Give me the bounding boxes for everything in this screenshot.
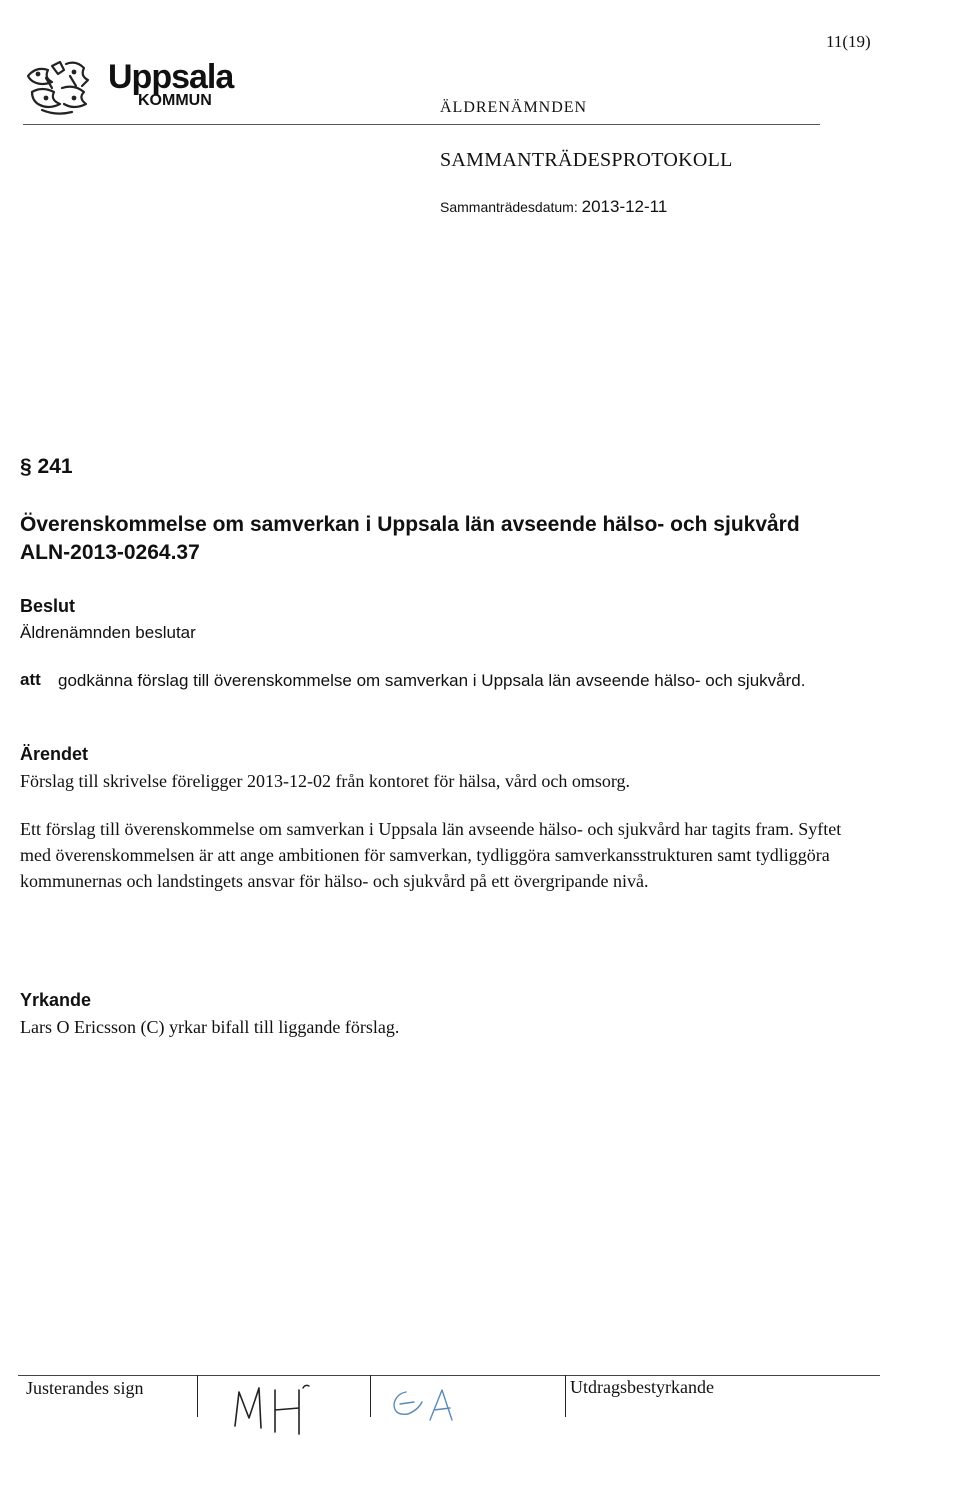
footer-separator bbox=[370, 1375, 371, 1417]
footer-separator bbox=[197, 1375, 198, 1417]
document-title: SAMMANTRÄDESPROTOKOLL bbox=[440, 149, 733, 171]
uppsala-kommun-logo bbox=[22, 58, 282, 118]
att-keyword: att bbox=[20, 670, 41, 689]
meeting-date-label: Sammanträdesdatum: bbox=[440, 199, 578, 215]
beslut-intro: Äldrenämnden beslutar bbox=[20, 623, 196, 642]
page-number: 11(19) bbox=[826, 32, 871, 51]
signature-1 bbox=[225, 1378, 325, 1438]
arendet-paragraph: Ett förslag till överenskommelse om samverkan i Uppsala län avseende hälso- och sjukvård har tagits fram. Syftet med överenskommelsen är att ange ambitionen för samverkan, tydliggöra samverkansstrukturen samt tydliggöra kommunernas och landstingets ansvar för hälso- och sjukvård på ett övergripande nivå. bbox=[20, 819, 842, 891]
footer-divider bbox=[18, 1375, 880, 1376]
header-divider bbox=[23, 124, 820, 125]
logo-subtitle: KOMMUN bbox=[138, 92, 212, 109]
signature-2 bbox=[382, 1380, 472, 1430]
yrkande-heading: Yrkande bbox=[20, 990, 92, 1010]
logo-wordmark: Uppsala bbox=[108, 58, 234, 96]
arendet-text: Förslag till skrivelse föreligger 2013-12-02 från kontoret för hälsa, vård och omsorg. bbox=[20, 771, 631, 791]
arendet-heading: Ärendet bbox=[20, 744, 89, 764]
footer-separator bbox=[565, 1375, 566, 1417]
utdragsbestyrkande-label: Utdragsbestyrkande bbox=[570, 1377, 714, 1397]
department-name: ÄLDRENÄMNDEN bbox=[440, 99, 588, 116]
section-heading bbox=[20, 511, 900, 567]
beslut-heading: Beslut bbox=[20, 596, 76, 616]
yrkande-text: Lars O Ericsson (C) yrkar bifall till liggande förslag. bbox=[20, 1017, 400, 1037]
paragraph-number: § 241 bbox=[20, 455, 73, 478]
coat-of-arms-icon bbox=[22, 58, 102, 118]
beslut-decision-text: godkänna förslag till överenskommelse om samverkan i Uppsala län avseende hälso- och sjukvård. bbox=[58, 671, 806, 690]
meeting-date-value: 2013-12-11 bbox=[581, 197, 668, 216]
case-number: ALN-2013-0264.37 bbox=[20, 541, 200, 564]
justerandes-sign-label: Justerandes sign bbox=[26, 1378, 144, 1398]
meeting-date bbox=[440, 197, 667, 217]
section-title: Överenskommelse om samverkan i Uppsala län avseende hälso- och sjukvård bbox=[20, 513, 800, 536]
